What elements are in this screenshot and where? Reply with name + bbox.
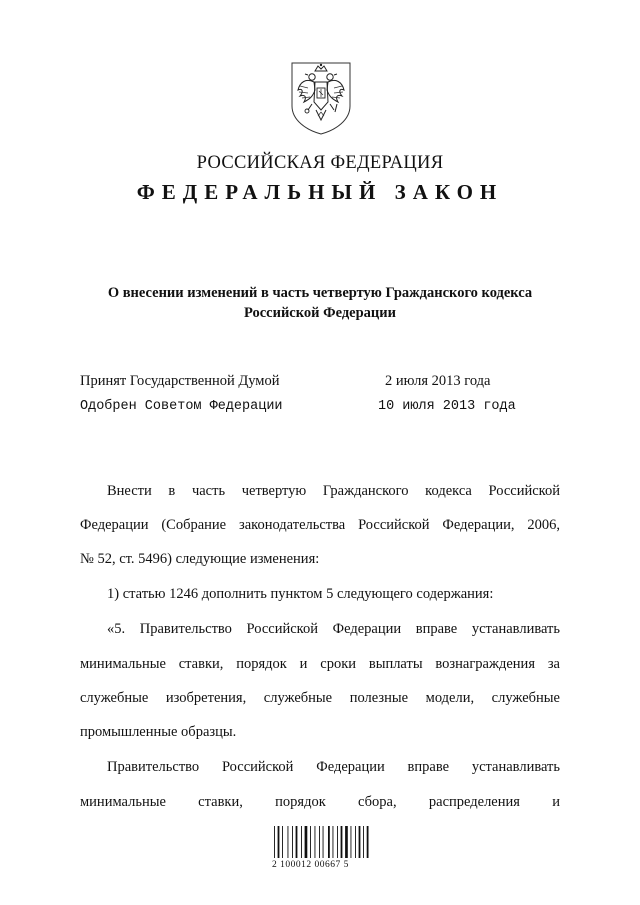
approval-duma-date: 2 июля 2013 года — [385, 373, 491, 389]
paragraph-1-line-3: № 52, ст. 5496) следующие изменения: — [80, 551, 320, 567]
document-type-heading: ФЕДЕРАЛЬНЫЙ ЗАКОН — [136, 180, 504, 204]
law-title-line-2: Российской Федерации — [243, 305, 396, 321]
paragraph-1-line-1: Внести в часть четвертую Гражданского кодекса Российской — [107, 483, 560, 499]
paragraph-3-line-4: промышленные образцы. — [80, 724, 237, 740]
barcode-number: 2 100012 00667 5 — [272, 860, 349, 870]
approval-council-date: 10 июля 2013 года — [378, 399, 516, 414]
paragraph-2: 1) статью 1246 дополнить пунктом 5 следующего содержания: — [107, 586, 494, 602]
paragraph-3-line-3: служебные изобретения, служебные полезные модели, служебные — [80, 690, 560, 706]
law-title — [80, 283, 560, 323]
paragraph-1-line-2: Федерации (Собрание законодательства Российской Федерации, 2006, — [80, 517, 560, 533]
approval-duma-label: Принят Государственной Думой — [80, 373, 280, 389]
paragraph-3-line-2: минимальные ставки, порядок и сроки выплаты вознаграждения за — [80, 656, 560, 672]
header-country: РОССИЙСКАЯ ФЕДЕРАЦИЯ — [196, 153, 444, 173]
coat-of-arms-emblem — [288, 60, 354, 136]
paragraph-4-line-2: минимальные ставки, порядок сбора, распределения и — [80, 794, 560, 810]
paragraph-4-line-1: Правительство Российской Федерации вправе устанавливать — [107, 759, 560, 775]
approval-council-label: Одобрен Советом Федерации — [80, 399, 283, 414]
paragraph-3-line-1: «5. Правительство Российской Федерации вправе устанавливать — [107, 621, 560, 637]
law-title-line-1: О внесении изменений в часть четвертую Гражданского кодекса — [107, 285, 533, 301]
